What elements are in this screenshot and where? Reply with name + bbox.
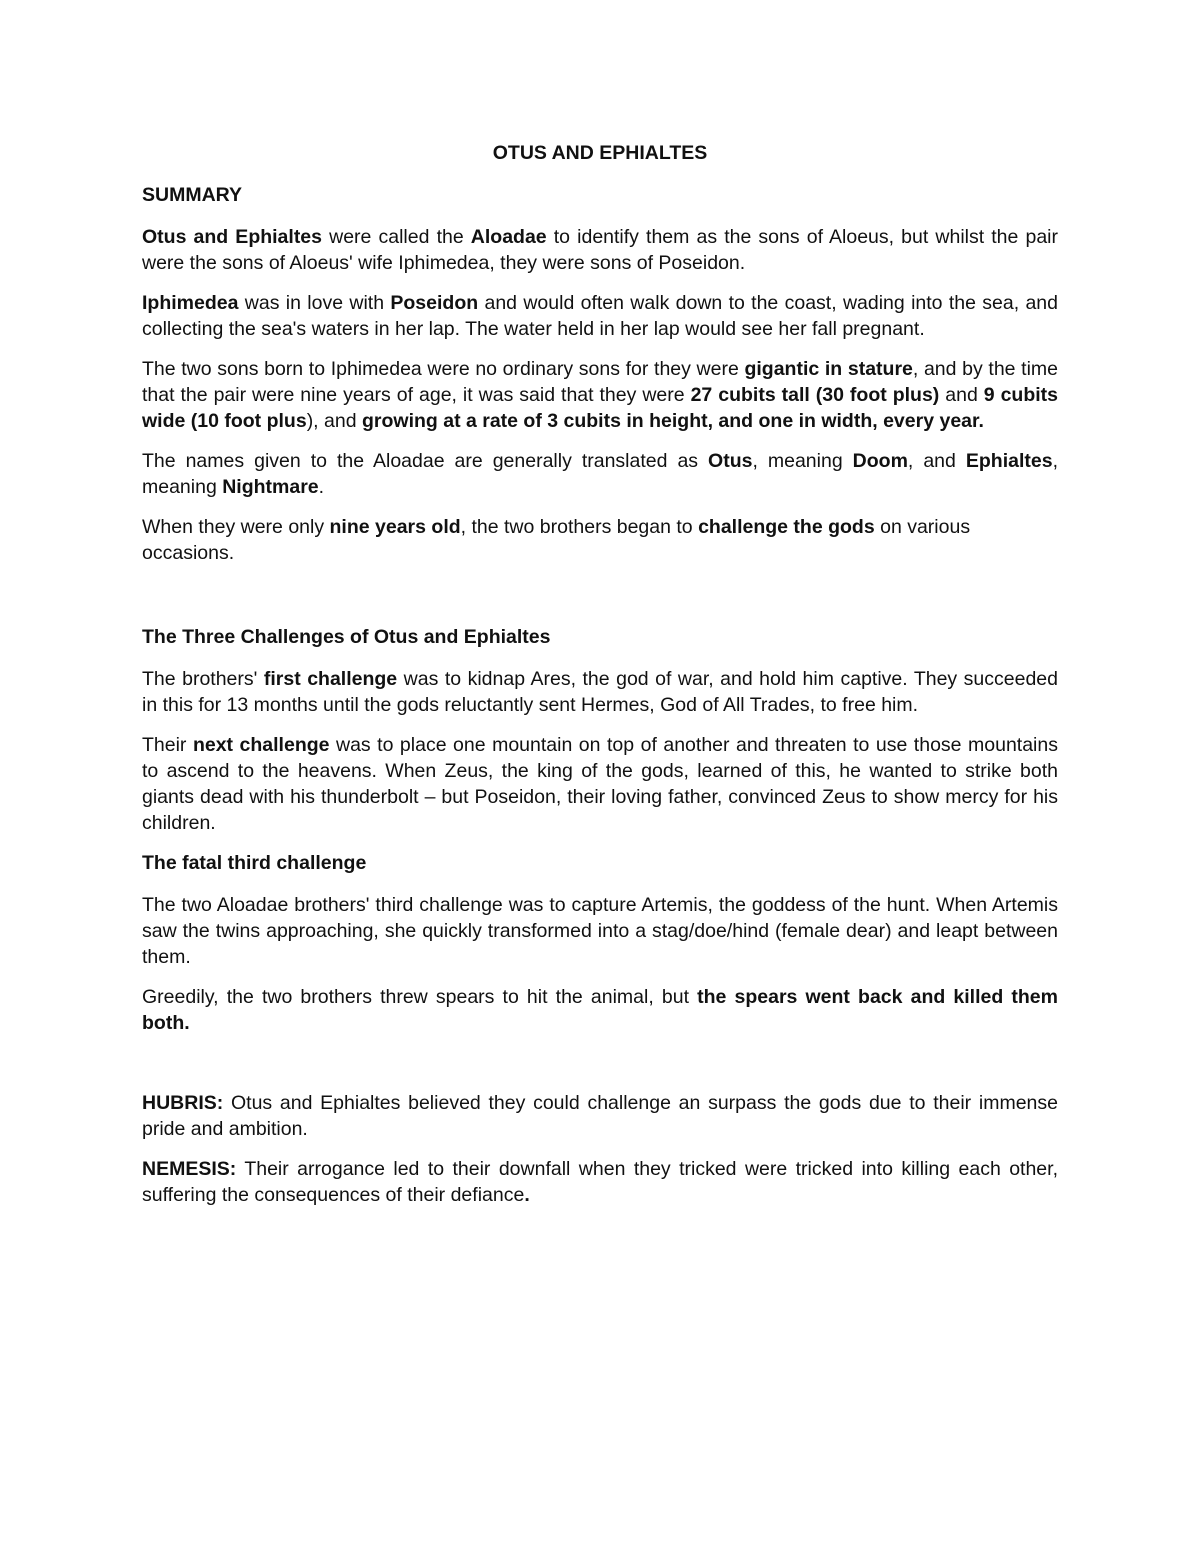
paragraph-aloadae-intro [142,224,1058,276]
text-run: and would often walk down to the coast, wading into the sea, and collecting the sea's waters in her lap. The water held in her lap would see her fall pregnant. [142,292,1058,340]
challenges-heading: The Three Challenges of Otus and Ephialtes [142,626,551,648]
bold-text: Aloadae [470,226,547,248]
spacer [142,580,1058,624]
bold-text: next challenge [192,734,330,756]
paragraph-next-challenge [142,732,1058,836]
text-run: , and [907,450,966,472]
document-title: OTUS AND EPHIALTES [492,142,708,164]
document-page [142,140,1058,1222]
text-run: , meaning [142,450,1058,498]
paragraph-giant-sons [142,356,1058,434]
bold-text: 9 cubits wide (10 foot plus [142,384,1059,432]
text-run: Their arrogance led to their downfall when they tricked were tricked into killing each other, suffering the consequences of their defiance [142,1158,1058,1206]
bold-text: the spears went back and killed them both. [142,986,1058,1034]
text-run: , and by the time that the pair were nine years of age, it was said that they were [142,358,1058,406]
bold-text: Otus and Ephialtes [142,226,323,248]
bold-text: Ephialtes [965,450,1053,472]
bold-text: Nightmare [222,476,319,498]
summary-heading: SUMMARY [142,184,243,206]
nemesis-label: NEMESIS: [142,1158,237,1180]
bold-text: challenge the gods [698,516,875,538]
paragraph-first-challenge [142,666,1058,718]
bold-text: gigantic in stature [744,358,913,380]
text-run: Their [142,734,193,756]
bold-text: Otus [708,450,753,472]
bold-text: growing at a rate of 3 cubits in height, and one in width, every year. [361,410,984,432]
text-run: , meaning [752,450,853,472]
spacer [142,1050,1058,1090]
text-run: . [318,476,325,498]
text-run: to identify them as the sons of Aloeus, but whilst the pair were the sons of Aloeus' wife Iphimedea, they were sons of Poseidon. [142,226,1059,274]
text-run: was to kidnap Ares, the god of war, and hold him captive. They succeeded in this for 13 months until the gods reluctantly sent Hermes, God of All Trades, to free him. [142,668,1058,716]
hubris-label: HUBRIS: [142,1092,224,1114]
text-run: The brothers' [142,668,264,690]
text-run: The two sons born to Iphimedea were no ordinary sons for they were [142,358,745,380]
bold-text: Doom [852,450,908,472]
paragraph-challenge-gods [142,514,1058,566]
text-run: The names given to the Aloadae are generally translated as [142,450,709,472]
bold-text: . [524,1184,530,1206]
text-run: Greedily, the two brothers threw spears to hit the animal, but [142,986,698,1008]
bold-text: Poseidon [390,292,479,314]
text-run: were called the [322,226,471,248]
paragraph-hubris [142,1090,1058,1142]
paragraph-artemis: The two Aloadae brothers' third challenge was to capture Artemis, the goddess of the hunt. When Artemis saw the twins approaching, she quickly transformed into a stag/doe/hind (female dear) and leapt between them. [142,894,1058,968]
paragraph-spears [142,984,1058,1036]
text-run: When they were only [142,516,330,538]
text-run: was to place one mountain on top of another and threaten to use those mountains to ascend to the heavens. When Zeus, the king of the gods, learned of this, he wanted to strike both giants dead with his thunderbolt – but Poseidon, their loving father, convinced Zeus to show mercy for his children. [142,734,1058,834]
text-run: and [939,384,984,406]
bold-text: first challenge [263,668,398,690]
text-run: was in love with [238,292,391,314]
bold-text: Iphimedea [142,292,239,314]
text-run: Otus and Ephialtes believed they could challenge an surpass the gods due to their immense pride and ambition. [142,1092,1058,1140]
fatal-challenge-heading: The fatal third challenge [142,852,367,874]
text-run: , the two brothers began to [460,516,699,538]
text-run: on various occasions. [142,516,971,564]
paragraph-nemesis [142,1156,1058,1208]
bold-text: 27 cubits tall (30 foot plus) [690,384,940,406]
bold-text: nine years old [329,516,461,538]
paragraph-names-meaning [142,448,1058,500]
text-run: ), and [306,410,362,432]
paragraph-iphimedea [142,290,1058,342]
